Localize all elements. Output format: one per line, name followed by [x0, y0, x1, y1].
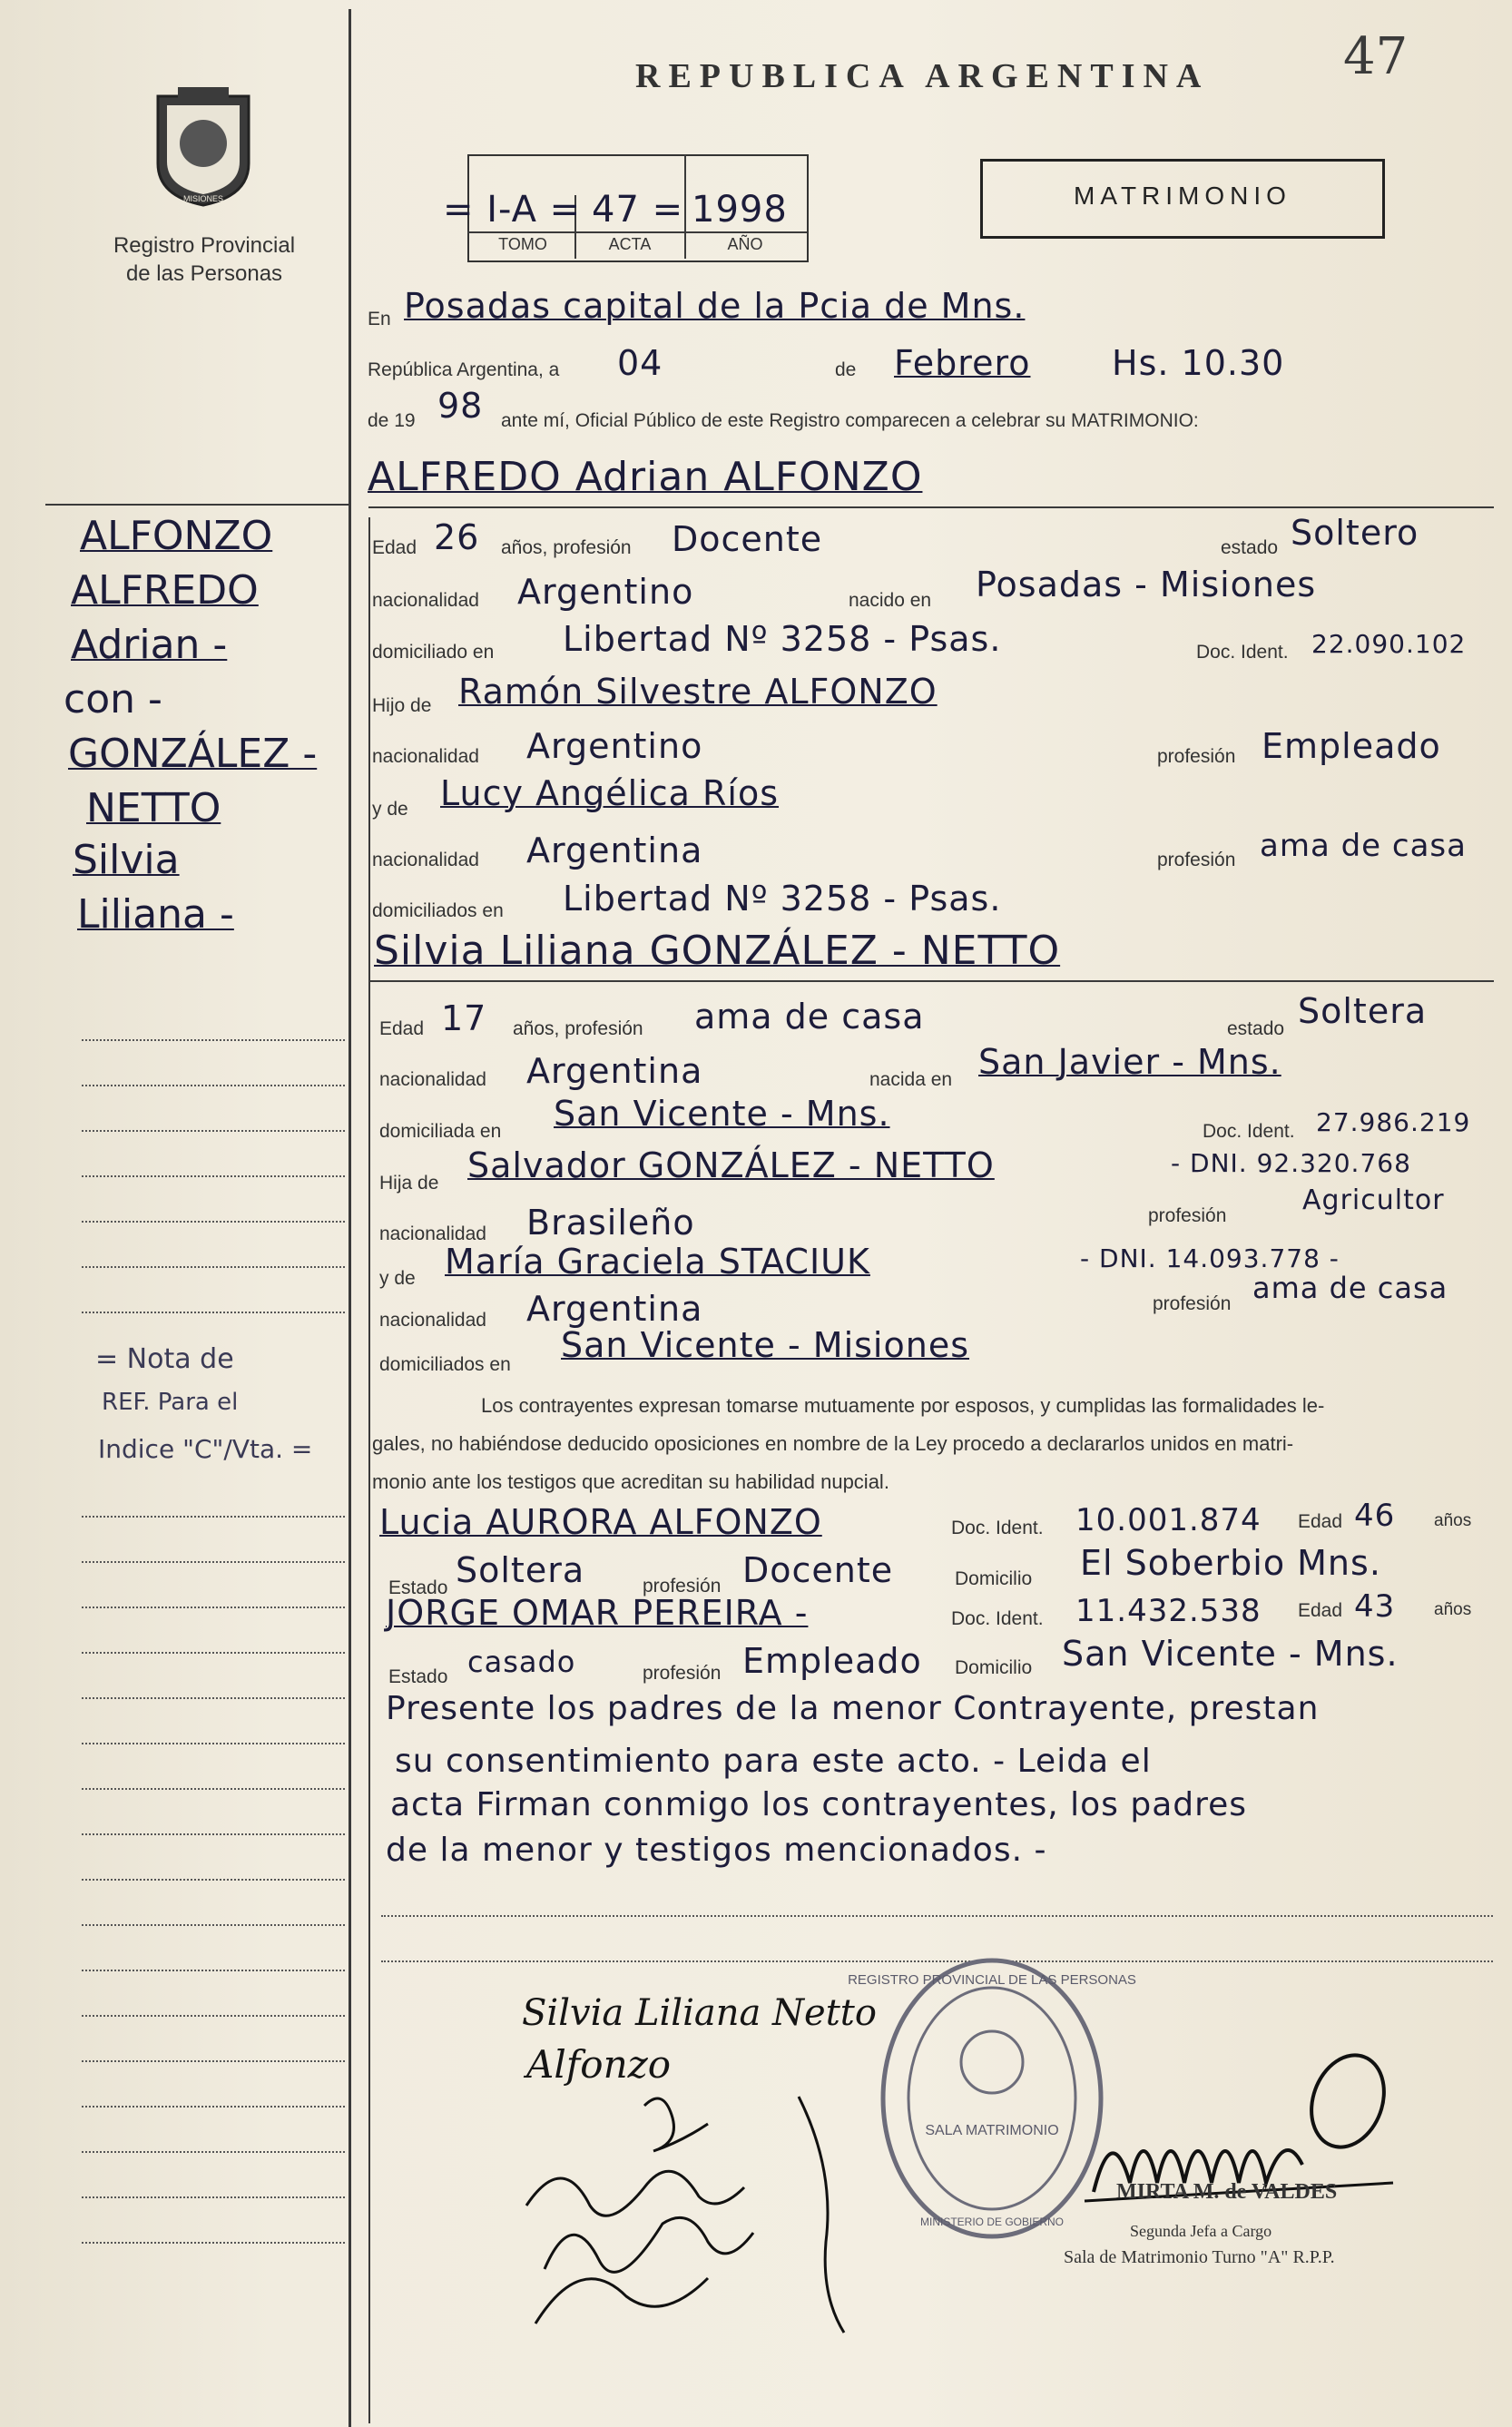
- witness-1-edad-label: Edad: [1298, 1511, 1343, 1532]
- anio-value: 1998: [692, 189, 788, 231]
- margin-name-6: NETTO: [86, 785, 221, 831]
- witness-1-status: Soltera: [456, 1550, 585, 1590]
- margin-name-2: ALFREDO: [71, 567, 259, 614]
- republica-label: República Argentina, a: [368, 359, 560, 380]
- groom-yde-label: y de: [372, 799, 408, 820]
- groom-mother-prof-label: profesión: [1157, 850, 1236, 870]
- registry-line-1: Registro Provincial: [113, 233, 296, 258]
- groom-father-nat-label: nacionalidad: [372, 746, 479, 767]
- witness-2-anios-label: años: [1434, 1600, 1472, 1619]
- bride-mother-nat-label: nacionalidad: [379, 1310, 486, 1331]
- groom-signature: Alfonzo: [526, 2042, 672, 2087]
- witness-2-doc-label: Doc. Ident.: [951, 1608, 1044, 1629]
- observation-line-4: de la menor y testigos mencionados. -: [386, 1832, 1047, 1869]
- witness-2-status: casado: [467, 1645, 576, 1679]
- bride-profession: ama de casa: [694, 997, 925, 1037]
- svg-text:REGISTRO PROVINCIAL DE LAS PER: REGISTRO PROVINCIAL DE LAS PERSONAS: [848, 1972, 1136, 1988]
- groom-anios-label: años, profesión: [501, 537, 632, 558]
- acta-label: ACTA: [608, 235, 652, 253]
- bride-yde-label: y de: [379, 1268, 416, 1289]
- year-value: 98: [437, 386, 484, 426]
- official-stamp: [848, 1953, 1136, 2244]
- bride-doc: 27.986.219: [1316, 1107, 1471, 1137]
- groom-father-profession: Empleado: [1262, 726, 1441, 766]
- bride-parents-address: San Vicente - Misiones: [561, 1325, 970, 1365]
- groom-parents-address: Libertad Nº 3258 - Psas.: [563, 879, 1002, 919]
- bride-hija-label: Hija de: [379, 1173, 439, 1194]
- witness-1-prof-label: profesión: [643, 1576, 722, 1597]
- bride-father-nationality: Brasileño: [526, 1203, 695, 1243]
- groom-nationality: Argentino: [517, 572, 694, 612]
- svg-text:SALA MATRIMONIO: SALA MATRIMONIO: [925, 2123, 1059, 2138]
- groom-birthplace: Posadas - Misiones: [976, 565, 1317, 604]
- bride-edad-label: Edad: [379, 1018, 425, 1039]
- provincial-seal-icon: [145, 80, 261, 207]
- officer-name: MIRTA M. de VALDES: [1116, 2180, 1338, 2204]
- witness-1-name: Lucia AURORA ALFONZO: [379, 1502, 822, 1542]
- page-number: 47: [1343, 27, 1409, 86]
- year-prefix: de 19: [368, 410, 416, 431]
- groom-hijo-label: Hijo de: [372, 695, 432, 716]
- margin-name-5: GONZÁLEZ -: [68, 731, 318, 777]
- bride-father-nat-label: nacionalidad: [379, 1223, 486, 1244]
- bride-name: Silvia Liliana GONZÁLEZ - NETTO: [374, 928, 1061, 974]
- witness-1-profession: Docente: [742, 1550, 894, 1590]
- bride-anios-label: años, profesión: [513, 1018, 643, 1039]
- bride-father: Salvador GONZÁLEZ - NETTO: [467, 1145, 995, 1185]
- statement-line-3: monio ante los testigos que acreditan su habilidad nupcial.: [372, 1470, 889, 1493]
- groom-father-nationality: Argentino: [526, 726, 703, 766]
- margin-name-4: con -: [64, 676, 162, 722]
- bride-address: San Vicente - Mns.: [554, 1094, 890, 1134]
- box-divider-2: [684, 154, 686, 259]
- bride-mother-profession: ama de casa: [1252, 1271, 1448, 1305]
- witness-2-domicile: San Vicente - Mns.: [1062, 1634, 1399, 1674]
- groom-name-rule: [368, 506, 1494, 508]
- bride-domiciliada-label: domiciliada en: [379, 1121, 502, 1142]
- groom-age: 26: [434, 517, 480, 557]
- witness-2-age: 43: [1354, 1588, 1396, 1625]
- margin-top-rule: [45, 504, 349, 506]
- record-type-box: [980, 159, 1385, 239]
- witness-1-domicilio-label: Domicilio: [955, 1568, 1033, 1589]
- margin-note-2: REF. Para el: [102, 1389, 239, 1416]
- bride-estado-label: estado: [1227, 1018, 1285, 1039]
- bride-nationality: Argentina: [526, 1051, 703, 1091]
- bride-signature: Silvia Liliana Netto: [522, 1992, 877, 2034]
- observation-line-2: su consentimiento para este acto. - Leida el: [395, 1743, 1152, 1780]
- groom-parents-dom-label: domiciliados en: [372, 900, 504, 921]
- intro-text: ante mí, Oficial Público de este Registro comparecen a celebrar su MATRIMONIO:: [501, 410, 1199, 431]
- anio-label: AÑO: [727, 235, 763, 253]
- margin-name-3: Adrian -: [71, 622, 228, 668]
- de-label: de: [835, 359, 857, 380]
- tomo-value: = I-A =: [443, 189, 582, 231]
- margin-name-1: ALFONZO: [80, 513, 273, 559]
- bride-nacionalidad-label: nacionalidad: [379, 1069, 486, 1090]
- witness-2-prof-label: profesión: [643, 1663, 722, 1684]
- observation-line-3: acta Firman conmigo los contrayentes, los padres: [390, 1786, 1248, 1823]
- witness-1-doc-label: Doc. Ident.: [951, 1518, 1044, 1538]
- bride-mother: María Graciela STACIUK: [445, 1242, 870, 1282]
- bride-birthplace: San Javier - Mns.: [978, 1042, 1281, 1082]
- officer-office: Sala de Matrimonio Turno "A" R.P.P.: [1064, 2247, 1335, 2267]
- margin-name-8: Liliana -: [77, 891, 234, 938]
- box-label-rule: [467, 231, 807, 233]
- witness-2-name: JORGE OMAR PEREIRA -: [386, 1593, 809, 1633]
- groom-edad-label: Edad: [372, 537, 417, 558]
- witness-1-age: 46: [1354, 1498, 1396, 1534]
- svg-text:MISIONES: MISIONES: [182, 194, 224, 203]
- day-value: 04: [617, 343, 663, 383]
- acta-value: 47 =: [592, 189, 684, 231]
- officer-role: Segunda Jefa a Cargo: [1130, 2222, 1272, 2240]
- witness-2-profession: Empleado: [742, 1641, 922, 1681]
- witness-2-doc: 11.432.538: [1075, 1593, 1262, 1629]
- tomo-label: TOMO: [498, 235, 547, 253]
- observation-line-1: Presente los padres de la menor Contrayente, prestan: [386, 1690, 1320, 1727]
- groom-mother: Lucy Angélica Ríos: [440, 773, 780, 813]
- bride-mother-prof-label: profesión: [1153, 1293, 1232, 1314]
- en-label: En: [368, 309, 391, 329]
- country-title: REPUBLICA ARGENTINA: [635, 57, 1210, 95]
- margin-name-7: Silvia: [73, 837, 180, 883]
- groom-mother-nat-label: nacionalidad: [372, 850, 479, 870]
- groom-doc-label: Doc. Ident.: [1196, 642, 1289, 663]
- form-left-rule: [368, 517, 370, 2423]
- registry-name: [100, 231, 309, 288]
- witness-2-edad-label: Edad: [1298, 1600, 1343, 1621]
- statement-block: [372, 1387, 1488, 1501]
- groom-mother-profession: ama de casa: [1260, 828, 1467, 864]
- groom-doc: 22.090.102: [1311, 629, 1467, 659]
- registry-line-2: de las Personas: [125, 261, 283, 286]
- witness-1-estado-label: Estado: [388, 1577, 448, 1598]
- bride-father-prof-label: profesión: [1148, 1205, 1227, 1226]
- bride-nacida-label: nacida en: [869, 1069, 953, 1090]
- statement-line-1: Los contrayentes expresan tomarse mutuamente por esposos, y cumplidas las formalidades le-: [481, 1394, 1325, 1417]
- groom-profession: Docente: [672, 519, 823, 559]
- bride-mother-nationality: Argentina: [526, 1289, 703, 1329]
- margin-note-3: Indice "C"/Vta. =: [98, 1434, 313, 1464]
- witness-2-estado-label: Estado: [388, 1666, 448, 1687]
- groom-father: Ramón Silvestre ALFONZO: [458, 672, 938, 712]
- month-value: Febrero: [894, 343, 1031, 383]
- bride-father-doc: - DNI. 92.320.768: [1171, 1148, 1411, 1178]
- groom-estado-label: estado: [1221, 537, 1279, 558]
- svg-text:MINISTERIO DE GOBIERNO: MINISTERIO DE GOBIERNO: [919, 2216, 1065, 2228]
- groom-nacionalidad-label: nacionalidad: [372, 590, 479, 611]
- groom-father-prof-label: profesión: [1157, 746, 1236, 767]
- bride-doc-label: Doc. Ident.: [1203, 1121, 1295, 1142]
- margin-divider: [349, 9, 351, 2427]
- groom-domiciliado-label: domiciliado en: [372, 642, 495, 663]
- witness-2-domicilio-label: Domicilio: [955, 1657, 1033, 1678]
- groom-status: Soltero: [1291, 513, 1419, 553]
- bride-age: 17: [441, 998, 487, 1038]
- bride-mother-doc: - DNI. 14.093.778 -: [1080, 1243, 1340, 1273]
- groom-nacido-label: nacido en: [849, 590, 932, 611]
- groom-name: ALFREDO Adrian ALFONZO: [368, 454, 923, 500]
- bride-parents-dom-label: domiciliados en: [379, 1354, 511, 1375]
- record-type: MATRIMONIO: [1074, 182, 1291, 210]
- bride-name-rule: [368, 980, 1494, 982]
- margin-note-1: = Nota de: [95, 1343, 234, 1375]
- statement-line-2: gales, no habiéndose deducido oposiciones en nombre de la Ley procedo a declararlos unidos en matri-: [372, 1432, 1294, 1455]
- groom-address: Libertad Nº 3258 - Psas.: [563, 619, 1002, 659]
- bride-status: Soltera: [1298, 991, 1428, 1031]
- bride-father-profession: Agricultor: [1302, 1184, 1445, 1216]
- place-value: Posadas capital de la Pcia de Mns.: [404, 286, 1026, 326]
- groom-mother-nationality: Argentina: [526, 830, 703, 870]
- witness-1-anios-label: años: [1434, 1511, 1472, 1530]
- parents-witness-signatures: [508, 2088, 889, 2342]
- witness-1-domicile: El Soberbio Mns.: [1080, 1543, 1381, 1583]
- witness-1-doc: 10.001.874: [1075, 1502, 1262, 1538]
- hour-value: Hs. 10.30: [1112, 343, 1285, 383]
